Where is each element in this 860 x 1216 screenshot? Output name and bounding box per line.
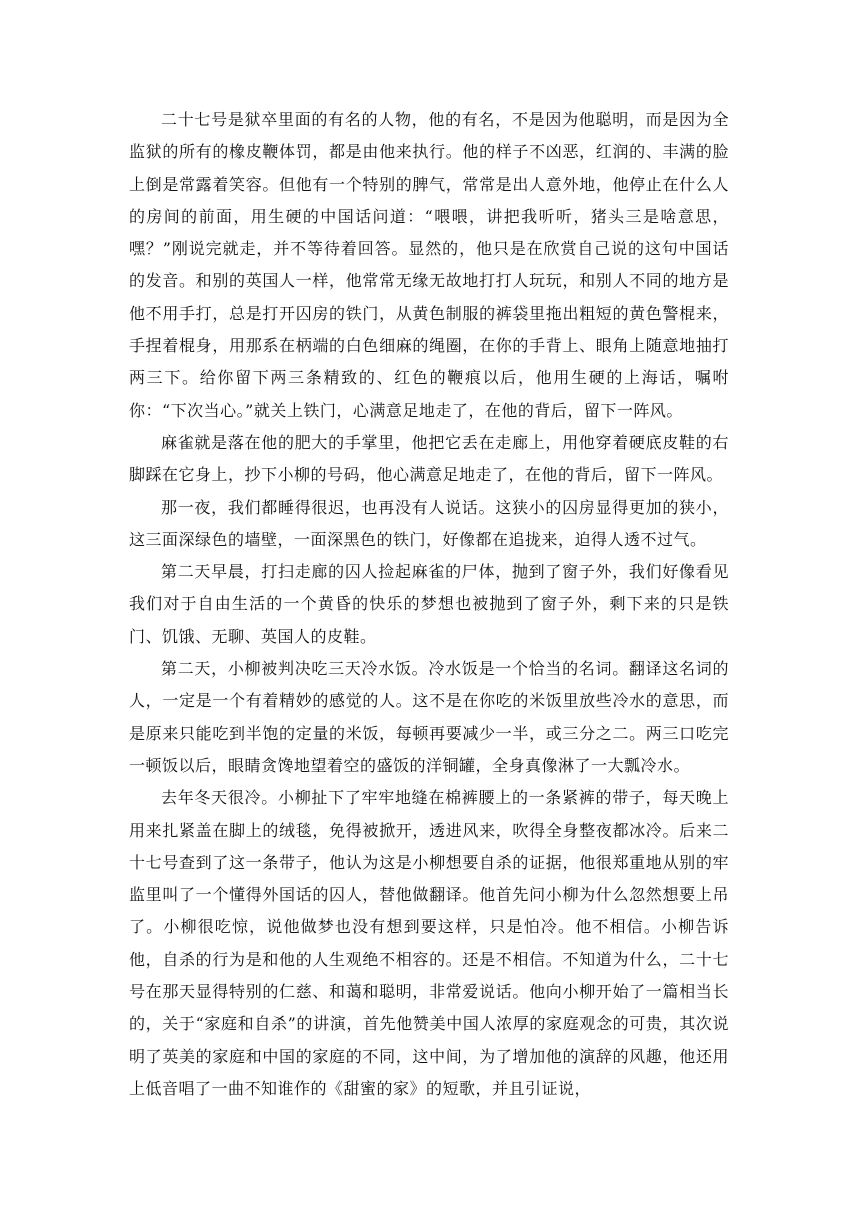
paragraph: 去年冬天很冷。小柳扯下了牢牢地缝在棉裤腰上的一条紧裤的带子，每天晚上用来扎紧盖在脚上的绒毯，免得被掀开，透进风来，吹得全身整夜都冰冷。后来二十七号查到了这一条带子，他认为这是小柳想要自杀的证据，他很郑重地从别的牢监里叫了一个懂得外国话的囚人，替他做翻译。他首先问小柳为什么忽然想要上吊了。小柳很吃惊，说他做梦也没有想到要这样，只是怕冷。他不相信。小柳告诉他，自杀的行为是和他的人生观绝不相容的。还是不相信。不知道为什么，二十七号在那天显得特别的仁慈、和蔼和聪明，非常爱说话。他向小柳开始了一篇相当长的，关于“家庭和自杀”的讲演，首先他赞美中国人浓厚的家庭观念的可贵，其次说明了英美的家庭和中国的家庭的不同，这中间，为了增加他的演辞的风趣，他还用上低音唱了一曲不知谁作的《甜蜜的家》的短歌，并且引证说， <box>129 788 729 1098</box>
paragraph: 那一夜，我们都睡得很迟，也再没有人说话。这狭小的囚房显得更加的狭小，这三面深绿色的墙壁，一面深黑色的铁门，好像都在追拢来，迫得人透不过气。 <box>129 497 729 549</box>
paragraph: 第二天，小柳被判决吃三天冷水饭。冷水饭是一个恰当的名词。翻译这名词的人，一定是一个有着精妙的感觉的人。这不是在你吃的米饭里放些冷水的意思，而是原来只能吃到半饱的定量的米饭，每顿再要减少一半，或三分之二。两三口吃完一顿饭以后，眼睛贪馋地望着空的盛饭的洋铜罐，全身真像淋了一大瓢冷水。 <box>129 659 729 775</box>
document-page <box>129 104 729 1105</box>
paragraph: 第二天早晨，打扫走廊的囚人捡起麻雀的尸体，抛到了窗子外，我们好像看见我们对于自由生活的一个黄昏的快乐的梦想也被抛到了窗子外，剩下来的只是铁门、饥饿、无聊、英国人的皮鞋。 <box>129 562 729 646</box>
paragraph: 麻雀就是落在他的肥大的手掌里，他把它丢在走廊上，用他穿着硬底皮鞋的右脚踩在它身上，抄下小柳的号码，他心满意足地走了，在他的背后，留下一阵风。 <box>129 432 729 485</box>
paragraph: 二十七号是狱卒里面的有名的人物，他的有名，不是因为他聪明，而是因为全监狱的所有的橡皮鞭体罚，都是由他来执行。他的样子不凶恶，红润的、丰满的脸上倒是常露着笑容。但他有一个特别的脾气，常常是出人意外地，他停止在什么人的房间的前面，用生硬的中国话问道：“喂喂，讲把我听听，猪头三是啥意思，嘿？”刚说完就走，并不等待着回答。显然的，他只是在欣赏自己说的这句中国话的发音。和别的英国人一样，他常常无缘无故地打打人玩玩，和别人不同的地方是他不用手打，总是打开囚房的铁门，从黄色制服的裤袋里拖出粗短的黄色警棍来，手捏着棍身，用那系在柄端的白色细麻的绳圈，在你的手背上、眼角上随意地抽打两三下。给你留下两三条精致的、红色的鞭痕以后，他用生硬的上海话，嘱咐你：“下次当心。”就关上铁门，心满意足地走了，在他的背后，留下一阵风。 <box>129 110 729 420</box>
